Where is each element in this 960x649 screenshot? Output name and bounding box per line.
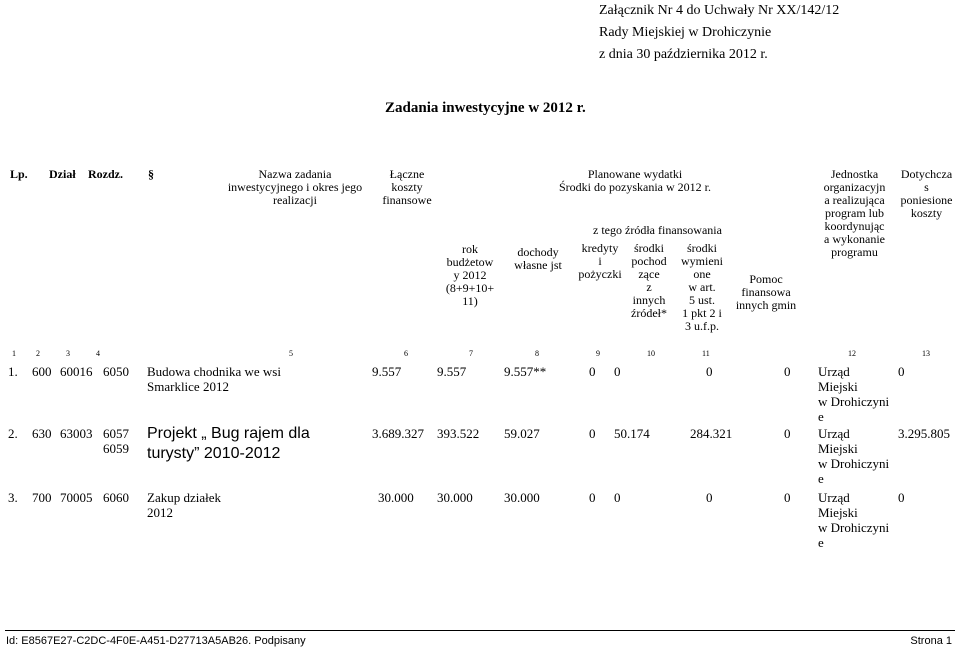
date-line: z dnia 30 października 2012 r. [599, 47, 768, 62]
footer-divider [5, 630, 955, 631]
row-nazwa: Zakup działek 2012 [147, 490, 221, 520]
row-jednostka: Urząd Miejski w Drohiczyni e [818, 364, 890, 424]
column-number: 9 [596, 349, 600, 358]
row-paragraph: 6057 6059 [103, 426, 129, 456]
row-rozdz: 60016 [60, 364, 93, 379]
col-paragraph-header: § [148, 167, 154, 181]
column-number: 5 [289, 349, 293, 358]
column-number: 8 [535, 349, 539, 358]
col-wymienione-header: środki wymieni one w art. 5 ust. 1 pkt 2 i 3 u.f.p. [681, 241, 723, 333]
row-nazwa: Projekt „ Bug rajem dla turysty” 2010-2012 [147, 425, 310, 462]
row-pomoc: 0 [784, 364, 791, 379]
col-jednostka-header: Jednostka organizacyjn a realizująca program lub koordynując a wykonanie programu [823, 167, 886, 259]
row-laczne: 9.557 [372, 364, 402, 379]
row-dotychczas: 3.295.805 [898, 426, 950, 441]
row-jednostka: Urząd Miejski w Drohiczyni e [818, 426, 890, 486]
col-dochody-header: dochody własne jst [514, 245, 562, 272]
row-nazwa: Budowa chodnika we wsi Smarklice 2012 [147, 364, 281, 394]
row-dotychczas: 0 [898, 364, 905, 379]
row-paragraph: 6060 [103, 490, 129, 505]
row-dzial: 600 [32, 364, 52, 379]
row-pomoc: 0 [784, 490, 791, 505]
council-line: Rady Miejskiej w Drohiczynie [599, 25, 772, 40]
row-dochody: 59.027 [504, 426, 540, 441]
page-number: Strona 1 [910, 635, 952, 647]
col-rok-header: rok budżetow y 2012 (8+9+10+ 11) [445, 242, 495, 308]
col-nazwa-header: Nazwa zadania inwestycyjnego i okres jego realizacji [227, 167, 363, 207]
row-rok: 9.557 [437, 364, 467, 379]
row-pomoc: 0 [784, 426, 791, 441]
column-number: 12 [848, 349, 856, 358]
col-pochodzace-header: środki pochod zące z innych źródeł* [631, 241, 667, 320]
row-dochody: 9.557** [504, 364, 547, 379]
row-rok: 393.522 [437, 426, 480, 441]
col-dotychczas-header: Dotychcza s poniesione koszty [900, 167, 953, 220]
row-lp: 2. [8, 426, 18, 441]
row-pochodzace: 50.174 [614, 426, 650, 441]
row-wymienione: 0 [706, 490, 713, 505]
col-planowane-header: Planowane wydatki Środki do pozyskania w 2012 r. [559, 167, 711, 194]
col-pomoc-header: Pomoc finansowa innych gmin [735, 272, 797, 312]
row-wymienione: 284.321 [690, 426, 733, 441]
column-number: 1 [12, 349, 16, 358]
row-laczne: 30.000 [378, 490, 414, 505]
page-title: Zadania inwestycyjne w 2012 r. [385, 100, 586, 116]
column-number: 6 [404, 349, 408, 358]
col-kredyty-header: kredyty i pożyczki [578, 241, 622, 281]
row-rozdz: 63003 [60, 426, 93, 441]
row-laczne: 3.689.327 [372, 426, 424, 441]
row-kredyty: 0 [589, 426, 596, 441]
column-number: 3 [66, 349, 70, 358]
row-dochody: 30.000 [504, 490, 540, 505]
column-number: 7 [469, 349, 473, 358]
col-z-tego-header: z tego źródła finansowania [593, 223, 722, 237]
column-number: 11 [702, 349, 710, 358]
row-lp: 1. [8, 364, 18, 379]
row-wymienione: 0 [706, 364, 713, 379]
col-laczne-header: Łączne koszty finansowe [382, 167, 432, 207]
column-number: 2 [36, 349, 40, 358]
row-pochodzace: 0 [614, 364, 621, 379]
column-number: 4 [96, 349, 100, 358]
col-lp-header: Lp. [10, 167, 28, 181]
row-rozdz: 70005 [60, 490, 93, 505]
row-lp: 3. [8, 490, 18, 505]
attachment-line: Załącznik Nr 4 do Uchwały Nr XX/142/12 [599, 3, 840, 18]
row-dzial: 630 [32, 426, 52, 441]
row-rok: 30.000 [437, 490, 473, 505]
row-dotychczas: 0 [898, 490, 905, 505]
document-id: Id: E8567E27-C2DC-4F0E-A451-D27713A5AB26. Podpisany [6, 635, 306, 647]
row-dzial: 700 [32, 490, 52, 505]
row-kredyty: 0 [589, 490, 596, 505]
row-pochodzace: 0 [614, 490, 621, 505]
row-jednostka: Urząd Miejski w Drohiczyni e [818, 490, 890, 550]
row-paragraph: 6050 [103, 364, 129, 379]
col-dzial-header: Dział [49, 167, 76, 181]
col-rozdz-header: Rozdz. [88, 167, 123, 181]
row-kredyty: 0 [589, 364, 596, 379]
column-number: 13 [922, 349, 930, 358]
column-number: 10 [647, 349, 655, 358]
